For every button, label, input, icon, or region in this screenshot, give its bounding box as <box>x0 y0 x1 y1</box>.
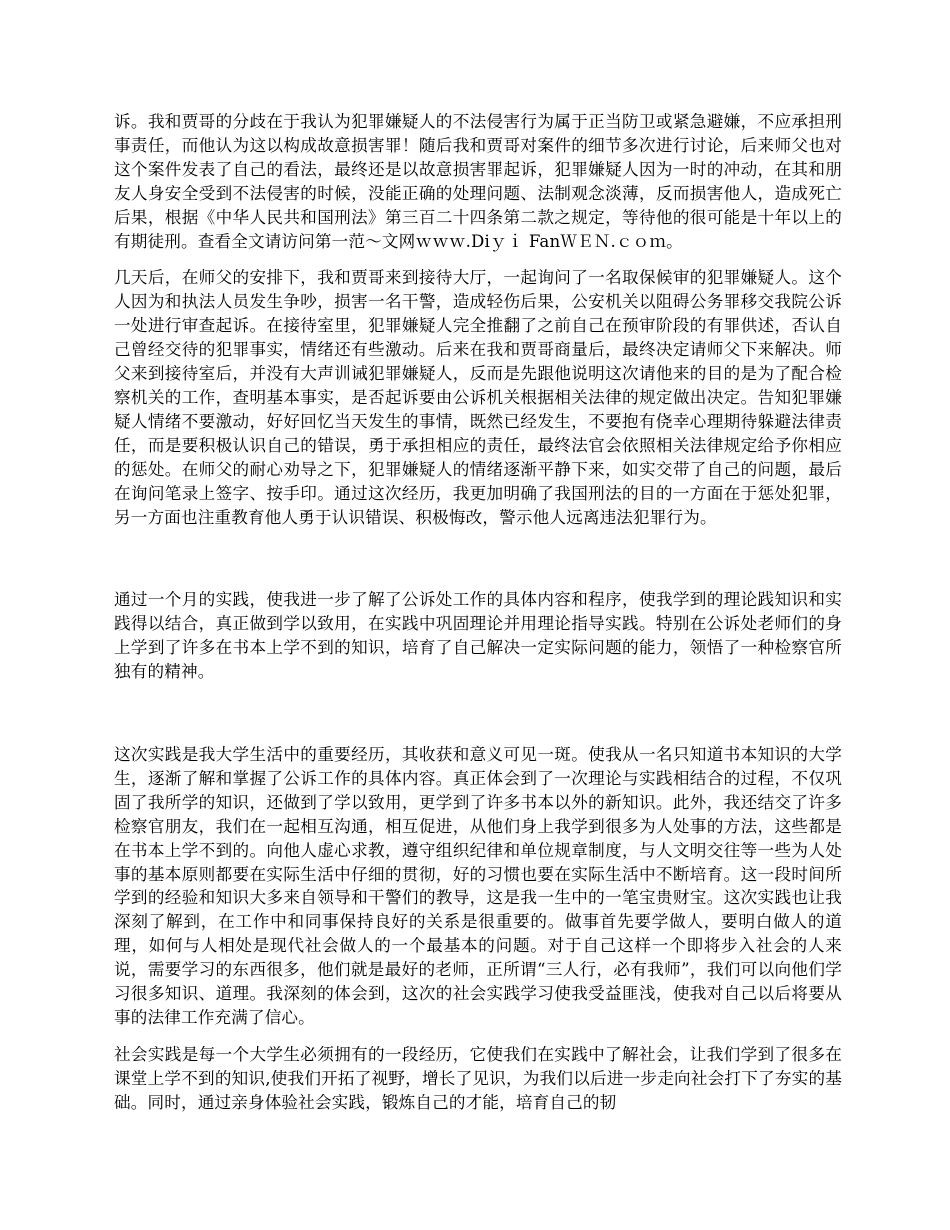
paragraph-social-practice: 社会实践是每一个大学生必须拥有的一段经历，它使我们在实践中了解社会，让我们学到了很多在课堂上学不到的知识,使我们开拓了视野，增长了见识，为我们以后进一步走向社会打下了夯实的基础。同时，通过亲身体验社会实践，锻炼自己的才能，培育自己的韧 <box>114 1044 842 1112</box>
paragraph-case-dispute: 诉。我和贾哥的分歧在于我认为犯罪嫌疑人的不法侵害行为属于正当防卫或紧急避嫌，不应承担刑事责任，而他认为这以构成故意损害罪！随后我和贾哥对案件的细节多次进行讨论，后来师父也对这个案件发表了自己的看法，最终还是以故意损害罪起诉，犯罪嫌疑人因为一时的冲动，在其和朋友人身安全受到不法侵害的时候，没能正确的处理问题、法制观念淡薄，反而损害他人，造成死亡后果，根据《中华人民共和国刑法》第三百二十四条第二款之规定，等待他的很可能是十年以上的有期徒刑。查看全文请访问第一范～文网ｗｗｗ.Diｙｉ FanＷＥＮ.ｃｏｍ。 <box>114 112 842 251</box>
document-body <box>114 110 842 1115</box>
paragraph-experience-summary: 这次实践是我大学生活中的重要经历，其收获和意义可见一斑。使我从一名只知道书本知识的大学生，逐渐了解和掌握了公诉工作的具体内容。真正体会到了一次理论与实践相结合的过程，不仅巩固了我所学的知识，还做到了学以致用，更学到了许多书本以外的新知识。此外，我还结交了许多检察官朋友，我们在一起相互沟通，相互促进，从他们身上我学到很多为人处事的方法，这些都是在书本上学不到的。向他人虚心求教，遵守组织纪律和单位规章制度，与人文明交往等一些为人处事的基本原则都要在实际生活中仔细的贯彻，好的习惯也要在实际生活中不断培育。这一段时间所学到的经验和知识大多来自领导和干警们的教导，这是我一生中的一笔宝贵财宝。这次实践也让我深刻了解到，在工作中和同事保持良好的关系是很重要的。做事首先要学做人，要明白做人的道理，如何与人相处是现代社会做人的一个最基本的问题。对于自己这样一个即将步入社会的人来说，需要学习的东西很多，他们就是最好的老师，正所谓“三人行，必有我师”，我们可以向他们学习很多知识、道理。我深刻的体会到，这次的社会实践学习使我受益匪浅，使我对自己以后将要从事的法律工作充满了信心。 <box>114 745 842 1027</box>
paragraph-month-practice: 通过一个月的实践，使我进一步了解了公诉处工作的具体内容和程序，使我学到的理论践知识和实践得以结合，真正做到学以致用，在实践中巩固理论并用理论指导实践。特别在公诉处老师们的身上学到了许多在书本上学不到的知识，培育了自己解决一定实际问题的能力，领悟了一种检察官所独有的精神。 <box>114 590 842 682</box>
paragraph-bail-interview: 几天后，在师父的安排下，我和贾哥来到接待大厅，一起询问了一名取保候审的犯罪嫌疑人。这个人因为和执法人员发生争吵，损害一名干警，造成轻伤后果，公安机关以阻碍公务罪移交我院公诉一处进行审查起诉。在接待室里，犯罪嫌疑人完全推翻了之前自己在预审阶段的有罪供述，否认自己曾经交待的犯罪事实，情绪还有些激动。后来在我和贾哥商量后，最终决定请师父下来解决。师父来到接待室后，并没有大声训诫犯罪嫌疑人，反而是先跟他说明这次请他来的目的是为了配合检察机关的工作，查明基本事实，是否起诉要由公诉机关根据相关法律的规定做出决定。告知犯罪嫌疑人情绪不要激动，好好回忆当天发生的事情，既然已经发生，不要抱有侥幸心理期待躲避法律责任，而是要积极认识自己的错误，勇于承担相应的责任，最终法官会依照相关法律规定给予你相应的惩处。在师父的耐心劝导之下，犯罪嫌疑人的情绪逐渐平静下来，如实交带了自己的问题，最后在询问笔录上签字、按手印。通过这次经历，我更加明确了我国刑法的目的一方面在于惩处犯罪，另一方面也注重教育他人勇于认识错误、积极悔改，警示他人远离违法犯罪行为。 <box>114 268 842 527</box>
